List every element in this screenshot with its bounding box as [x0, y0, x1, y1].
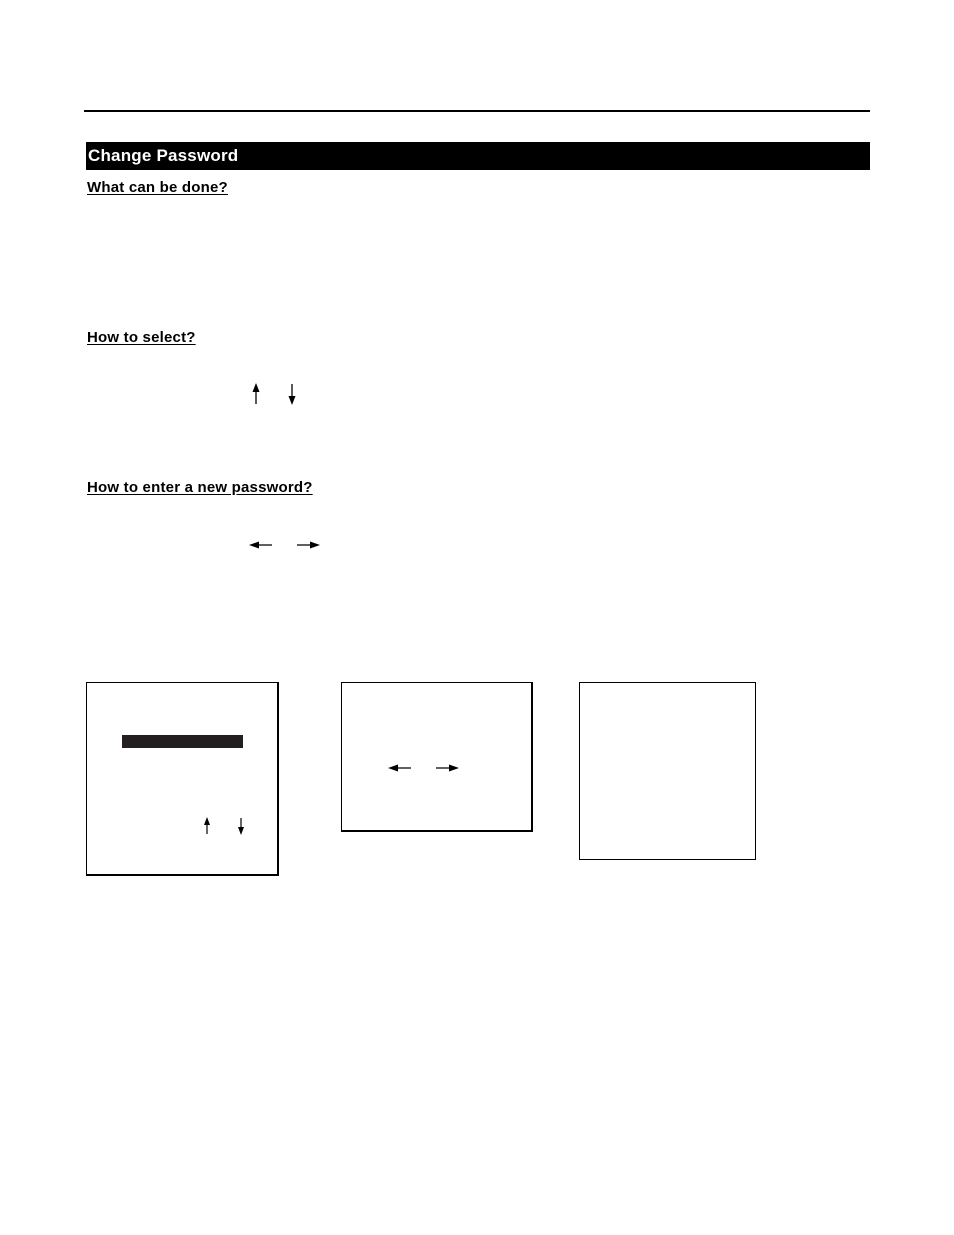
arrow-down-icon: [286, 383, 298, 405]
how-to-select-heading: How to select?: [87, 329, 196, 346]
arrow-right-icon: [435, 762, 459, 774]
arrow-left-icon: [388, 762, 412, 774]
how-to-enter-heading: How to enter a new password?: [87, 479, 313, 496]
menu-panel-enter: [341, 682, 533, 832]
arrow-right-icon: [296, 539, 320, 551]
arrow-left-icon: [249, 539, 273, 551]
arrow-up-icon: [202, 817, 212, 835]
what-can-be-done-heading: What can be done?: [87, 179, 228, 196]
arrow-down-icon: [236, 817, 246, 835]
top-rule: [84, 110, 870, 112]
menu-highlight-bar: [122, 735, 243, 748]
menu-panel-result: [579, 682, 756, 860]
menu-panel-select: [86, 682, 279, 876]
section-title: Change Password: [86, 142, 870, 170]
arrow-up-icon: [250, 383, 262, 405]
